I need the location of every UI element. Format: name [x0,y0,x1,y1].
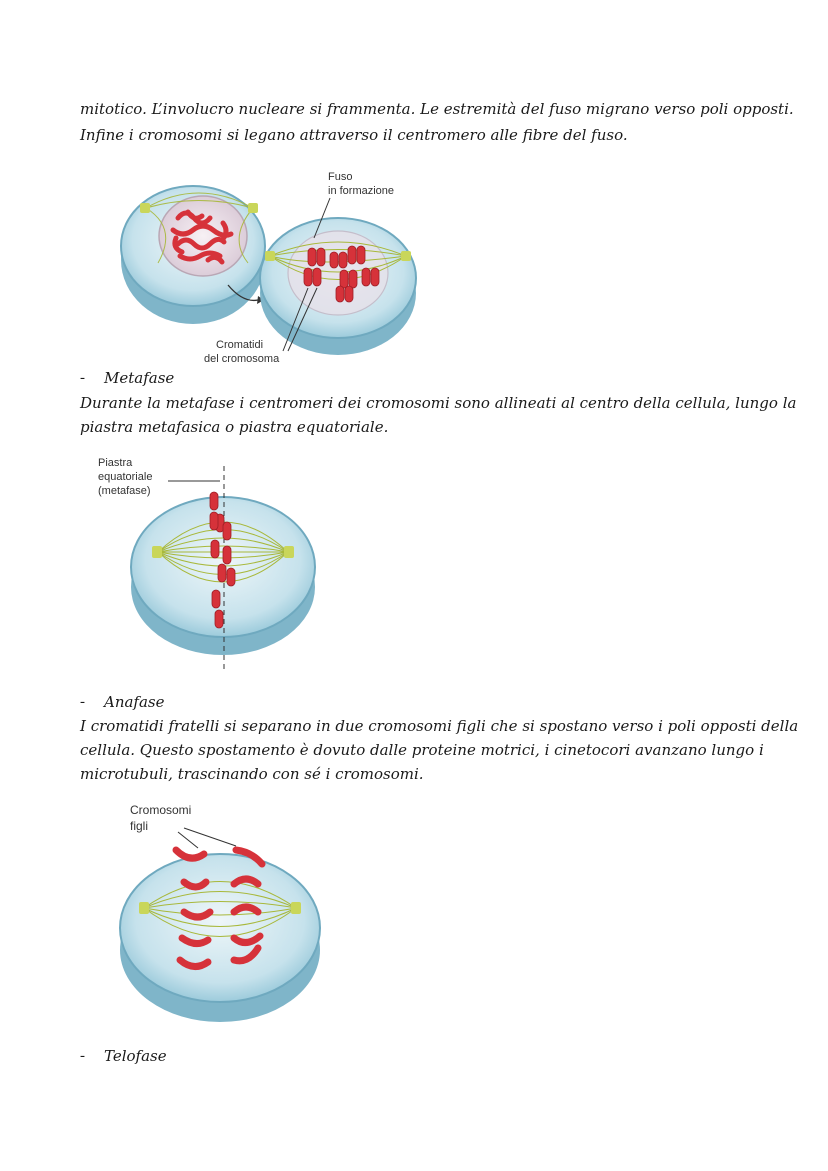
metafase-line-1: Durante la metafase i centromeri dei cromosomi sono allineati al centro della cellula, lungo la [80,394,797,412]
cell-right [260,218,416,355]
anafase-line-1: I cromatidi fratelli si separano in due cromosomi figli che si spostano verso i poli opposti della [80,717,799,735]
label-cromosomi: Cromosomi [130,803,192,817]
label-del-cromosoma: del cromosoma [204,353,280,365]
label-in-formazione: in formazione [328,185,395,197]
metafase-line-2: piastra metafasica o piastra equatoriale. [80,418,389,436]
label-figli: figli [130,819,149,833]
metafase-bullet: - [80,370,85,386]
metaphase-figure [96,452,326,674]
label-metafase: (metafase) [98,485,151,497]
telofase-bullet: - [80,1048,85,1064]
prometaphase-figure [118,168,428,368]
cell-left [121,186,265,324]
intro-line-1: mitotico. L’involucro nucleare si frammenta. Le estremità del fuso migrano verso poli opposti. [80,100,794,118]
label-equatoriale: equatoriale [98,471,153,483]
label-fuso: Fuso [328,171,353,183]
anafase-line-3: microtubuli, trascinando con sé i cromosomi. [80,765,424,783]
label-piastra: Piastra [98,457,133,469]
anafase-bullet: - [80,694,85,710]
metafase-heading: Metafase [104,369,175,387]
intro-line-2: Infine i cromosomi si legano attraverso il centromero alle fibre del fuso. [80,126,628,144]
telofase-heading: Telofase [104,1047,167,1065]
anafase-heading: Anafase [104,693,165,711]
anafase-line-2: cellula. Questo spostamento è dovuto dalle proteine motrici, i cinetocori avanzano lungo i [80,741,764,759]
label-cromatidi: Cromatidi [216,339,264,351]
anaphase-figure [112,800,327,1032]
